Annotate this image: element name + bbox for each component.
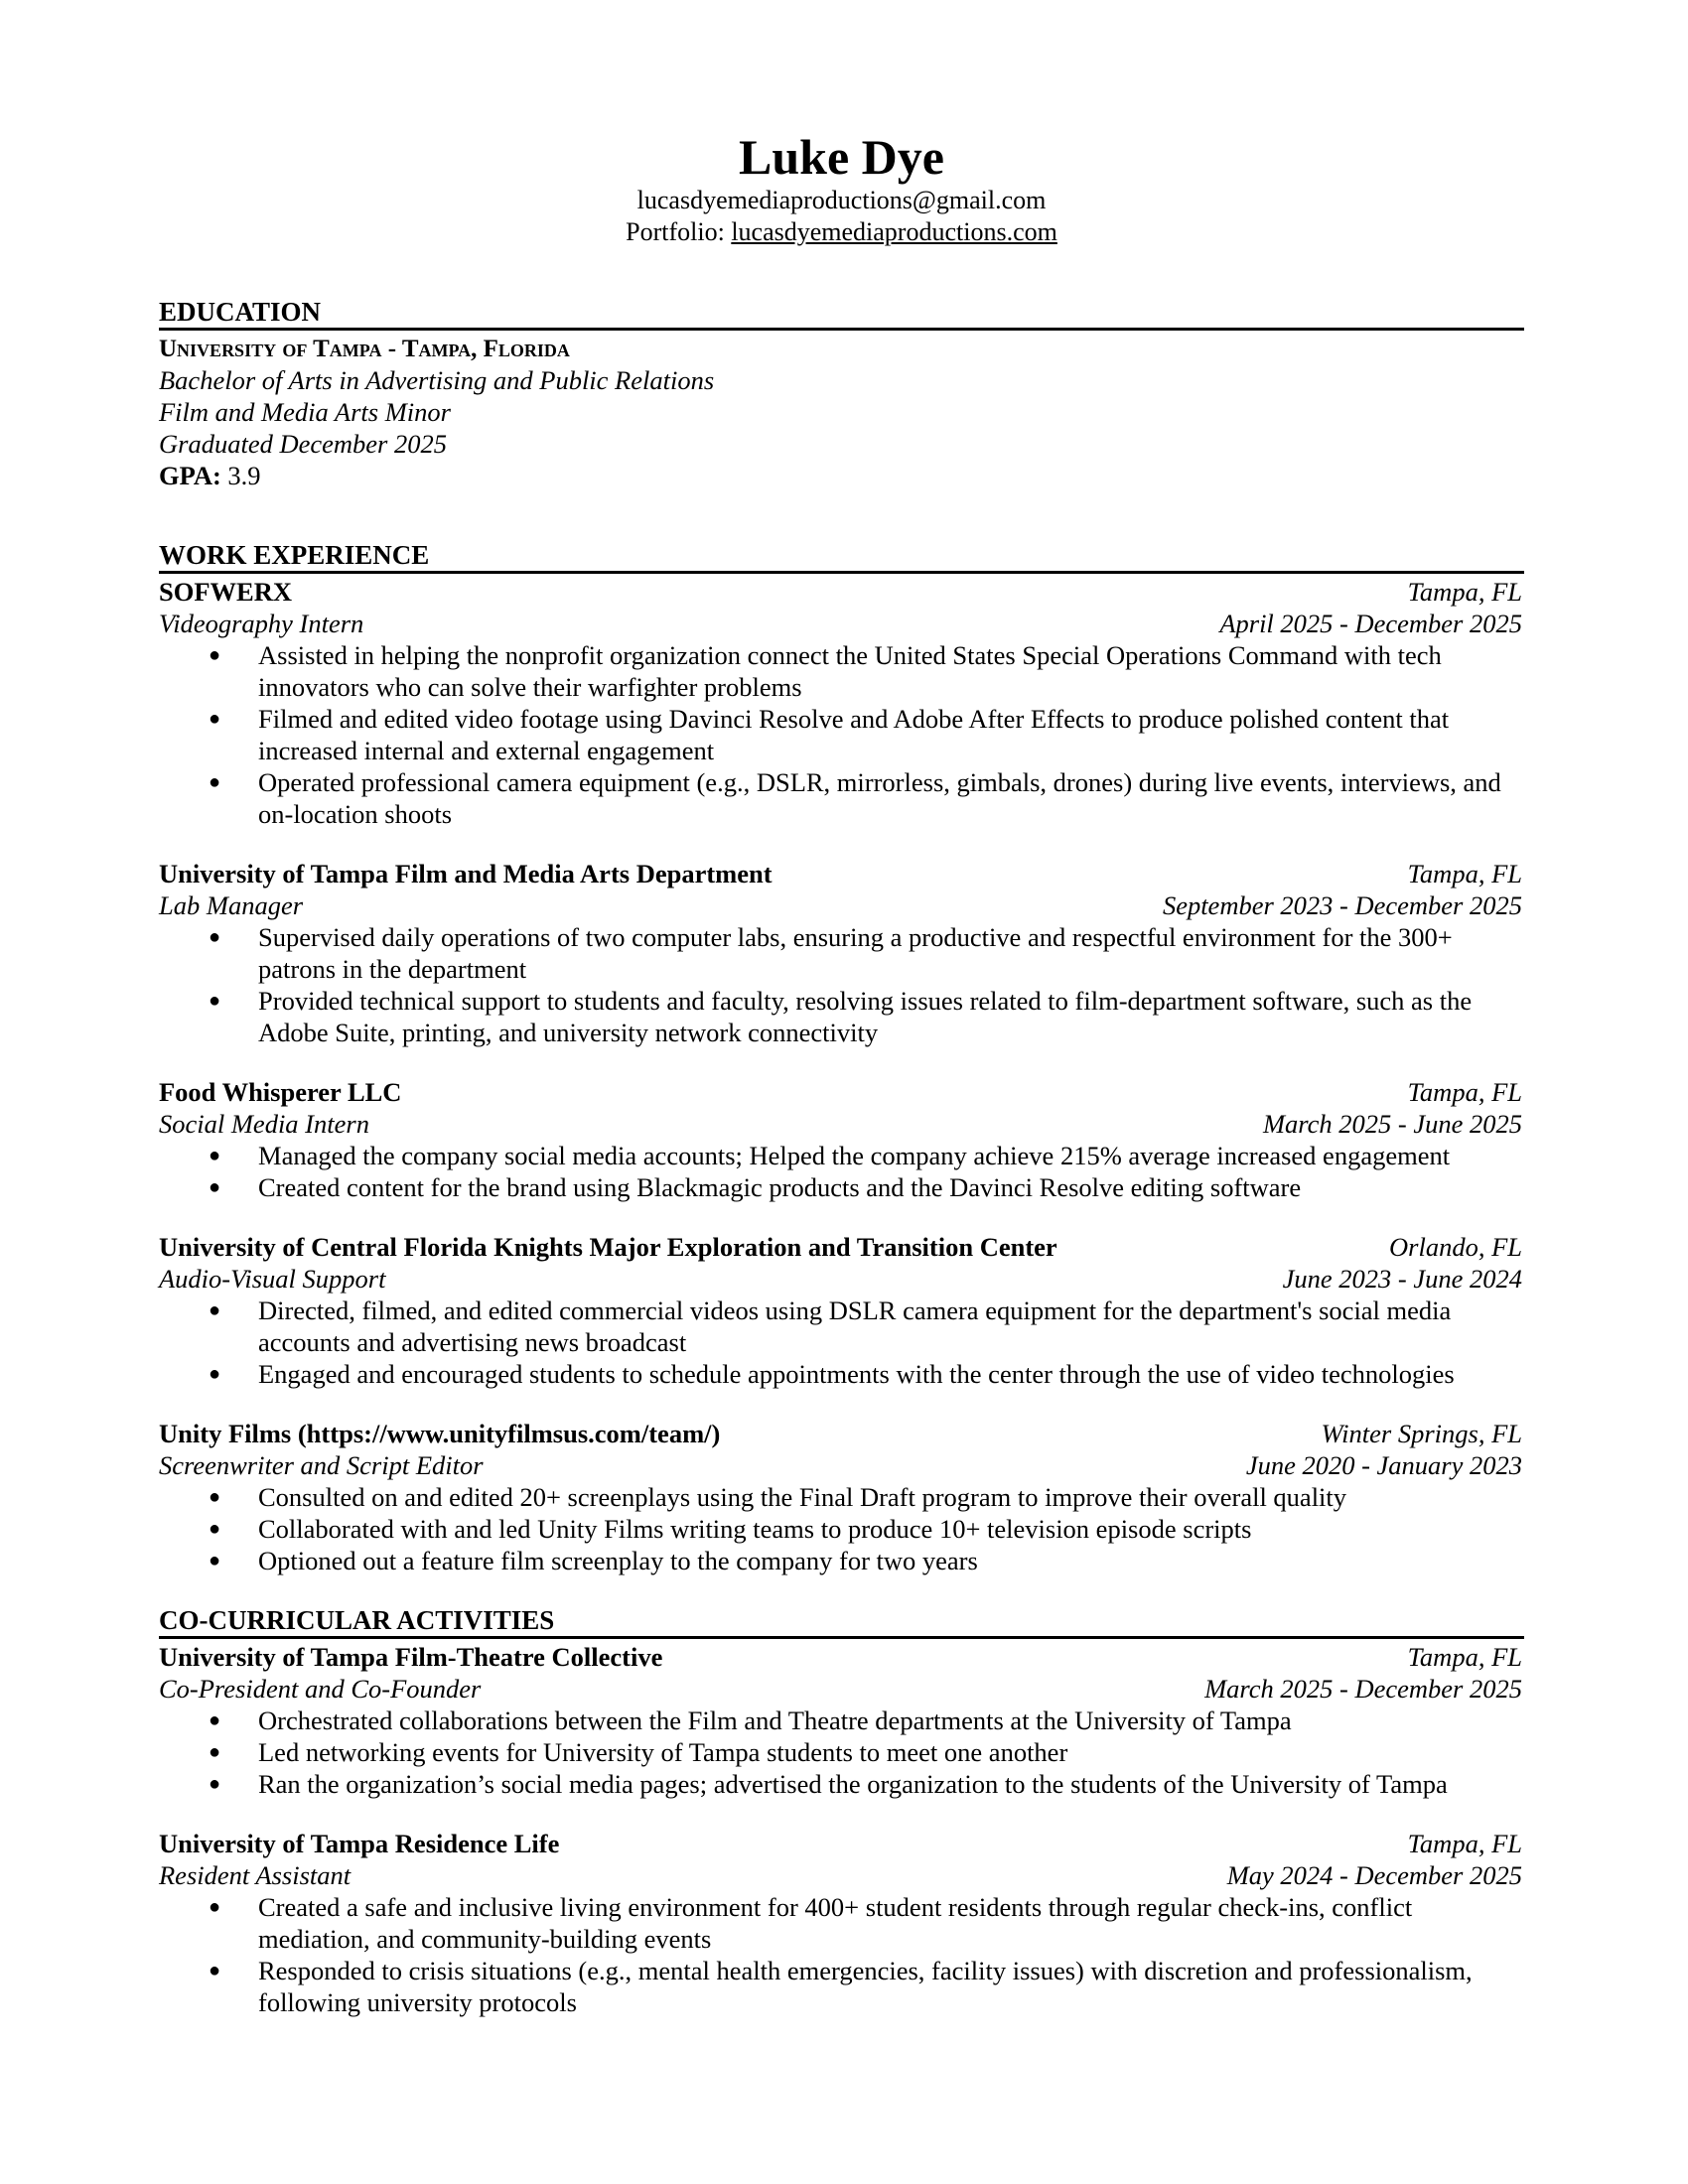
entry-header — [159, 858, 1524, 889]
graduation-date: Graduated December 2025 — [159, 429, 447, 459]
experience-entry — [159, 858, 1524, 1048]
location: Tampa, FL — [1407, 1829, 1522, 1858]
bullet-item: ● Operated professional camera equipment (e.g., DSLR, mirrorless, gimbals, drones) during live events, interviews, and on-location shoots — [258, 766, 1524, 830]
entry-subheader — [159, 1263, 1524, 1295]
bullet-item: ● Optioned out a feature film screenplay to the company for two years — [258, 1545, 1524, 1576]
bullet-list — [159, 1295, 1524, 1390]
bullet-item: ● Assisted in helping the nonprofit organization connect the United States Special Operations Command with tech innovators who can solve their warfighter problems — [258, 639, 1524, 703]
experience-entry — [159, 1828, 1524, 2018]
bullet-item: ● Filmed and edited video footage using Davinci Resolve and Adobe After Effects to produce polished content that increased internal and external engagement — [258, 703, 1524, 766]
organization-name: Food Whisperer LLC — [159, 1077, 402, 1107]
location: Winter Springs, FL — [1321, 1419, 1522, 1448]
entry-subheader — [159, 1673, 1524, 1705]
role-title: Co-President and Co-Founder — [159, 1674, 482, 1704]
bullet-item: ● Created a safe and inclusive living environment for 400+ student residents through regular check-ins, conflict mediation, and community-building events — [258, 1891, 1524, 1955]
bullet-list — [159, 921, 1524, 1048]
bullet-list — [159, 1891, 1524, 2018]
gpa-value: 3.9 — [220, 461, 261, 490]
location: Tampa, FL — [1407, 1077, 1522, 1107]
entry-subheader — [159, 889, 1524, 921]
work-section — [159, 539, 1524, 1576]
portfolio-line — [159, 216, 1524, 248]
bullet-list — [159, 1705, 1524, 1800]
experience-entry — [159, 1641, 1524, 1800]
date-range: June 2020 - January 2023 — [1245, 1450, 1522, 1480]
portfolio-link[interactable]: lucasdyemediaproductions.com — [731, 217, 1057, 246]
bullet-item: ● Engaged and encouraged students to schedule appointments with the center through the use of video technologies — [258, 1358, 1524, 1390]
role-title: Screenwriter and Script Editor — [159, 1450, 484, 1480]
entry-header — [159, 576, 1524, 608]
date-range: March 2025 - June 2025 — [1262, 1109, 1522, 1139]
bullet-item: ● Managed the company social media accounts; Helped the company achieve 215% average increased engagement — [258, 1140, 1524, 1171]
role-title: Videography Intern — [159, 609, 364, 638]
bullet-item: ● Orchestrated collaborations between the Film and Theatre departments at the University of Tampa — [258, 1705, 1524, 1736]
bullet-item: ● Led networking events for University of Tampa students to meet one another — [258, 1736, 1524, 1768]
activities-section — [159, 1604, 1524, 2018]
entry-subheader — [159, 1859, 1524, 1891]
minor: Film and Media Arts Minor — [159, 397, 451, 427]
entry-header — [159, 1641, 1524, 1673]
organization-name: University of Tampa Film-Theatre Collective — [159, 1642, 663, 1672]
resume-header — [159, 0, 1524, 248]
role-title: Audio-Visual Support — [159, 1264, 386, 1294]
resume-page — [159, 0, 1524, 2046]
experience-entry — [159, 1231, 1524, 1390]
bullet-list — [159, 1140, 1524, 1203]
gpa — [159, 460, 1524, 491]
organization-name: SOFWERX — [159, 577, 292, 607]
bullet-item: ● Directed, filmed, and edited commercial videos using DSLR camera equipment for the department's social media accounts and advertising news broadcast — [258, 1295, 1524, 1358]
location: Tampa, FL — [1407, 859, 1522, 888]
organization-name: University of Central Florida Knights Major Exploration and Transition Center — [159, 1232, 1057, 1262]
bullet-item: ● Supervised daily operations of two computer labs, ensuring a productive and respectful environment for the 300+ patrons in the department — [258, 921, 1524, 985]
date-range: June 2023 - June 2024 — [1282, 1264, 1522, 1294]
date-range: March 2025 - December 2025 — [1204, 1674, 1522, 1704]
bullet-item: ● Responded to crisis situations (e.g., mental health emergencies, facility issues) with discretion and professionalism, following university protocols — [258, 1955, 1524, 2018]
entry-subheader — [159, 1449, 1524, 1481]
location: Orlando, FL — [1389, 1232, 1522, 1262]
organization-name: Unity Films (https://www.unityfilmsus.com/team/) — [159, 1419, 721, 1448]
location: Tampa, FL — [1407, 577, 1522, 607]
role-title: Social Media Intern — [159, 1109, 369, 1139]
email-line: lucasdyemediaproductions@gmail.com — [636, 186, 1047, 214]
role-title: Lab Manager — [159, 890, 304, 920]
gpa-label: GPA: — [159, 461, 221, 490]
date-range: May 2024 - December 2025 — [1226, 1860, 1522, 1890]
organization-name: University of Tampa Residence Life — [159, 1829, 560, 1858]
entry-header — [159, 1418, 1524, 1449]
portfolio-label: Portfolio: — [626, 217, 732, 246]
experience-entry — [159, 1418, 1524, 1576]
experience-entry — [159, 1076, 1524, 1203]
bullet-item: ● Collaborated with and led Unity Films writing teams to produce 10+ television episode scripts — [258, 1513, 1524, 1545]
bullet-item: ● Ran the organization’s social media pages; advertised the organization to the students of the University of Tampa — [258, 1768, 1524, 1800]
bullet-item: ● Provided technical support to students and faculty, resolving issues related to film-department software, such as the Adobe Suite, printing, and university network connectivity — [258, 985, 1524, 1048]
role-title: Resident Assistant — [159, 1860, 352, 1890]
entry-subheader — [159, 608, 1524, 639]
bullet-item: ● Consulted on and edited 20+ screenplays using the Final Draft program to improve their overall quality — [258, 1481, 1524, 1513]
bullet-list — [159, 1481, 1524, 1576]
activities-list — [159, 1641, 1524, 2018]
education-section — [159, 296, 1524, 491]
entry-header — [159, 1828, 1524, 1859]
organization-name: University of Tampa Film and Media Arts Department — [159, 859, 773, 888]
degree: Bachelor of Arts in Advertising and Public Relations — [159, 365, 715, 395]
experience-entry — [159, 576, 1524, 830]
location: Tampa, FL — [1407, 1642, 1522, 1672]
entry-header — [159, 1076, 1524, 1108]
section-title-education: EDUCATION — [159, 296, 1524, 331]
entry-header — [159, 1231, 1524, 1263]
school-name: University of Tampa - Tampa, Florida — [159, 336, 570, 362]
bullet-item: ● Created content for the brand using Blackmagic products and the Davinci Resolve editing software — [258, 1171, 1524, 1203]
date-range: September 2023 - December 2025 — [1162, 890, 1522, 920]
date-range: April 2025 - December 2025 — [1219, 609, 1522, 638]
section-title-activities: CO-CURRICULAR ACTIVITIES — [159, 1604, 1524, 1639]
work-jobs-list — [159, 576, 1524, 1576]
bullet-list — [159, 639, 1524, 830]
section-title-work: WORK EXPERIENCE — [159, 539, 1524, 574]
entry-subheader — [159, 1108, 1524, 1140]
candidate-name: Luke Dye — [739, 129, 944, 185]
